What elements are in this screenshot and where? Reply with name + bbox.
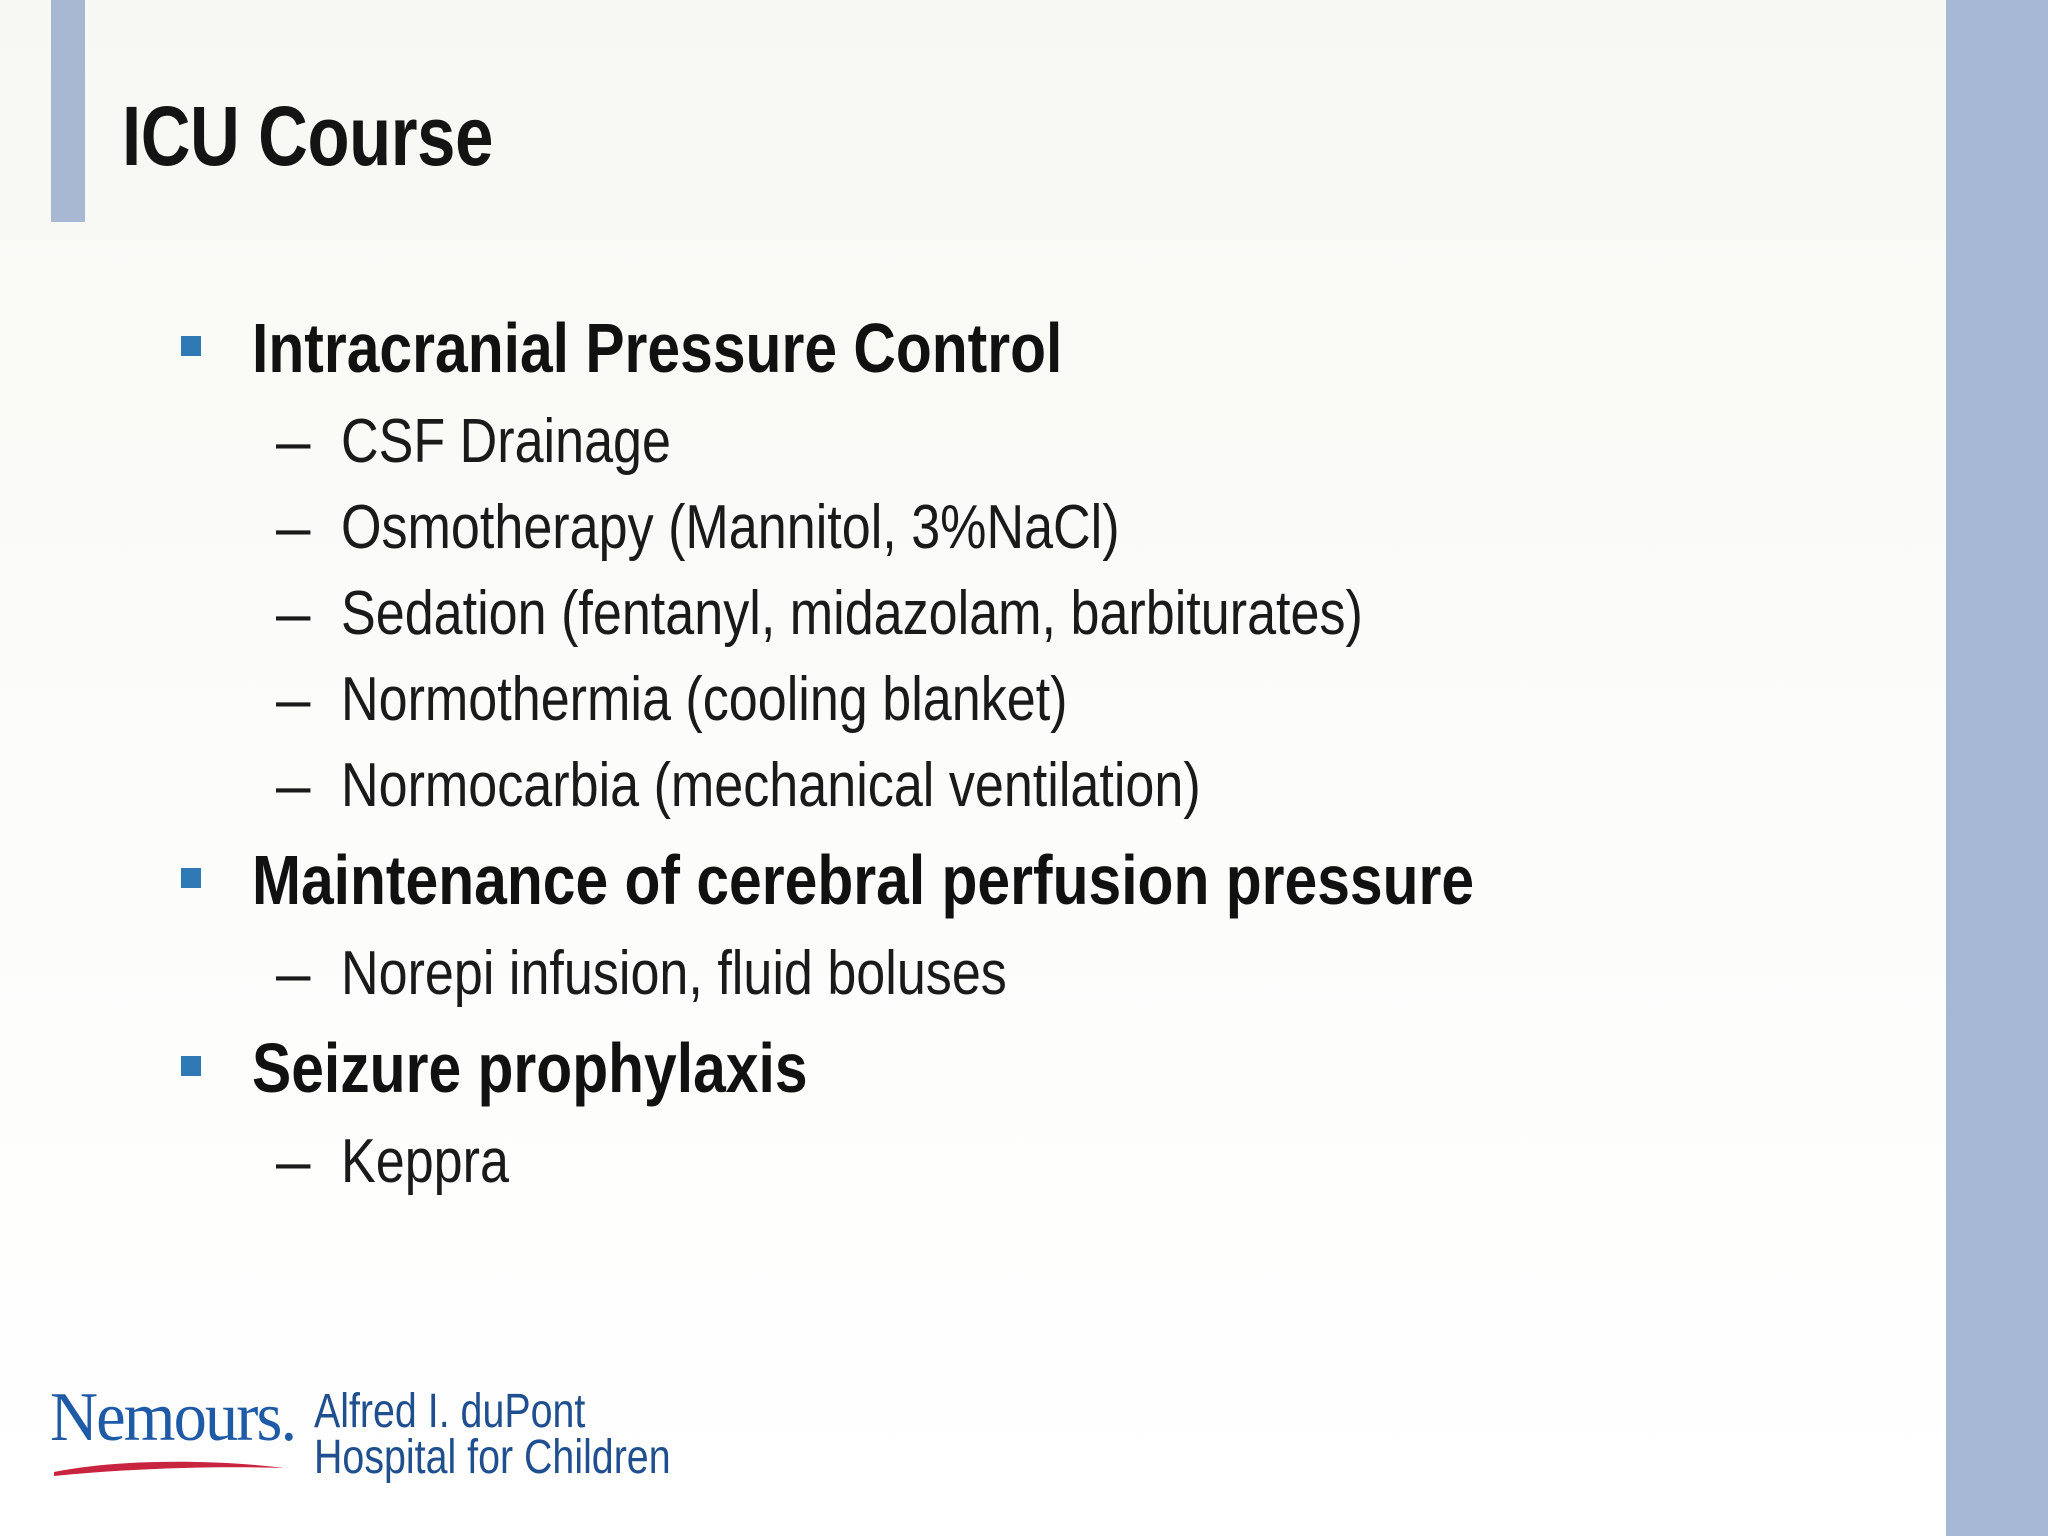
sub-item: Normothermia (cooling blanket) — [341, 665, 1068, 734]
logo-hospital-line1: Alfred I. duPont — [314, 1385, 586, 1438]
sub-item: Keppra — [341, 1127, 509, 1196]
dash-icon: – — [276, 939, 311, 1008]
bullet-item-heading: Maintenance of cerebral perfusion pressure — [252, 841, 1475, 919]
logo-brand-text: Nemours. — [50, 1379, 296, 1456]
dash-icon: – — [276, 579, 311, 648]
sub-item: CSF Drainage — [341, 407, 671, 476]
logo-swoosh-icon — [52, 1456, 302, 1478]
sub-item: Norepi infusion, fluid boluses — [341, 939, 1007, 1008]
bullet-square-icon — [181, 1056, 201, 1076]
bullet-item-heading: Seizure prophylaxis — [252, 1029, 808, 1107]
sub-item: Normocarbia (mechanical ventilation) — [341, 751, 1201, 820]
logo-hospital-line2: Hospital for Children — [314, 1431, 671, 1484]
hospital-logo — [50, 1378, 690, 1488]
slide-title: ICU Course — [122, 89, 493, 183]
dash-icon: – — [276, 1127, 311, 1196]
sub-item: Osmotherapy (Mannitol, 3%NaCl) — [341, 493, 1120, 562]
sub-item: Sedation (fentanyl, midazolam, barbiturates) — [341, 579, 1363, 648]
dash-icon: – — [276, 493, 311, 562]
bullet-item-heading: Intracranial Pressure Control — [252, 309, 1063, 387]
bullet-square-icon — [181, 868, 201, 888]
right-decorative-band — [1946, 0, 2048, 1536]
bullet-square-icon — [181, 336, 201, 356]
dash-icon: – — [276, 751, 311, 820]
dash-icon: – — [276, 407, 311, 476]
dash-icon: – — [276, 665, 311, 734]
